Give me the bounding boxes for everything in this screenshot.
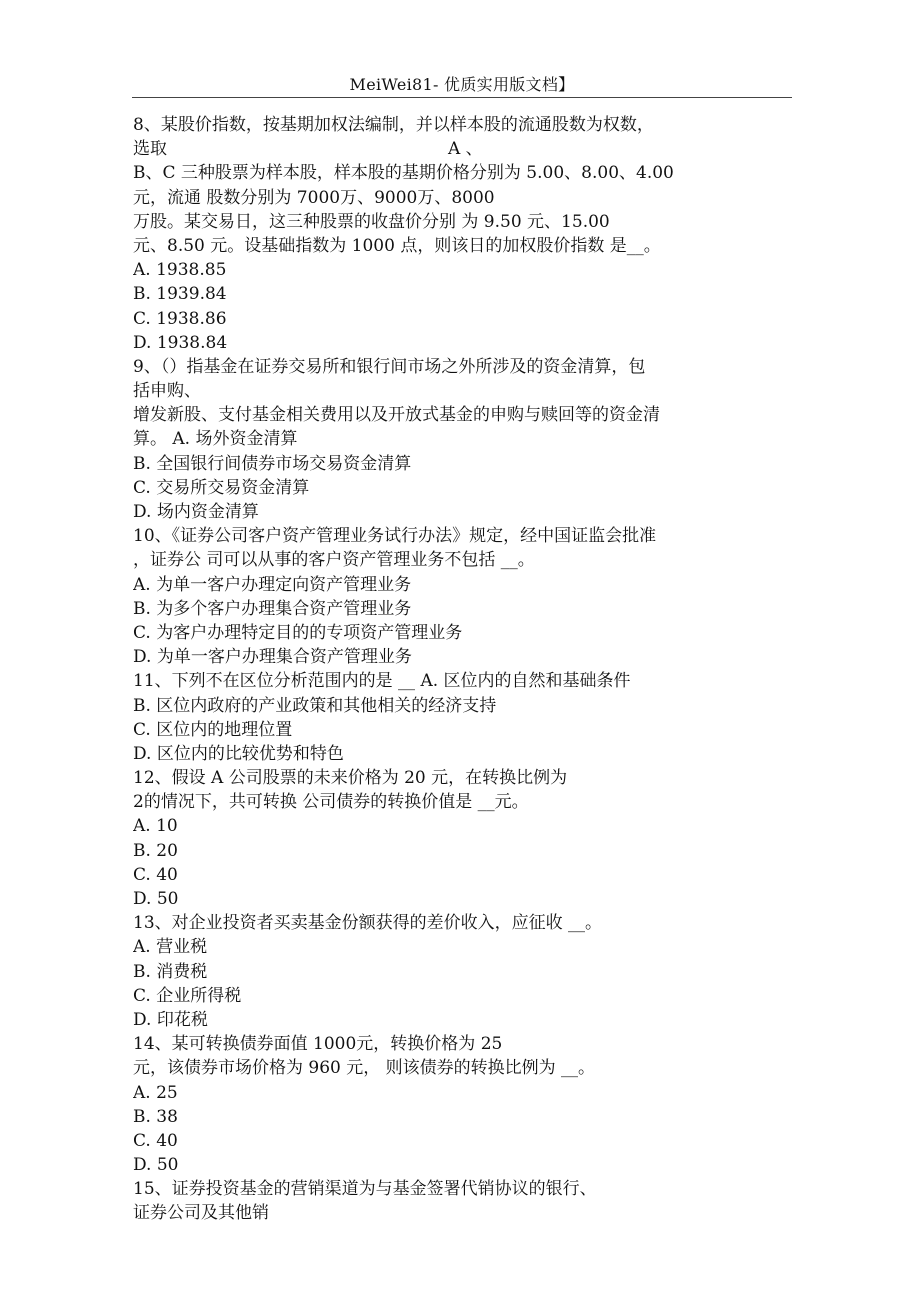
answer-option: D. 50 [133, 1155, 179, 1176]
text-line: ，证券公 司可以从事的客户资产管理业务不包括 __。 [133, 550, 535, 571]
text-line: 8、某股价指数，按基期加权法编制，并以样本股的流通股数为权数， [133, 115, 654, 135]
answer-option: D. 印花税 [133, 1009, 208, 1030]
answer-option: C. 1938.86 [133, 308, 227, 329]
text-line: 括申购、 [133, 381, 201, 402]
text-line: 14、某可转换债券面值 1000元，转换价格为 25 [133, 1034, 503, 1055]
answer-option: B. 为多个客户办理集合资产管理业务 [133, 598, 412, 619]
answer-option: C. 企业所得税 [133, 985, 242, 1006]
answer-option: C. 为客户办理特定目的的专项资产管理业务 [133, 622, 463, 643]
answer-option: D. 50 [133, 889, 179, 909]
answer-option: A. 为单一客户办理定向资产管理业务 [133, 574, 412, 595]
text-line: 9、（）指基金在证券交易所和银行间市场之外所涉及的资金清算，包 [133, 356, 646, 377]
answer-option: B. 全国银行间债券市场交易资金清算 [133, 453, 412, 474]
answer-option: B. 20 [133, 840, 178, 861]
text-line: 证券公司及其他销 [133, 1203, 269, 1224]
text-line: 选取 A 、 [133, 139, 483, 160]
answer-option: C. 40 [133, 1130, 178, 1151]
answer-option: B. 1939.84 [133, 284, 227, 305]
answer-option: A. 营业税 [133, 937, 208, 958]
text-line: 10、《证券公司客户资产管理业务试行办法》规定，经中国证监会批准 [133, 526, 657, 547]
text-line: 11、下列不在区位分析范围内的是 __ A. 区位内的自然和基础条件 [133, 671, 631, 692]
text-line: B、C 三种股票为样本股，样本股的基期价格分别为 5.00、8.00、4.00 [133, 163, 674, 184]
text-line: 算。 A. 场外资金清算 [133, 429, 298, 450]
answer-option: A. 1938.85 [133, 260, 227, 281]
text-line: 增发新股、支付基金相关费用以及开放式基金的申购与赎回等的资金清 [133, 405, 660, 426]
answer-option: A. 10 [133, 816, 178, 837]
text-line: 万股。某交易日，这三种股票的收盘价分别 为 9.50 元、15.00 [133, 211, 610, 232]
answer-option: D. 1938.84 [133, 332, 228, 353]
page-header: MeiWei81- 优质实用版文档】 [349, 75, 575, 94]
text-line: 元、8.50 元。设基础指数为 1000 点，则该日的加权股价指数 是__。 [133, 235, 661, 256]
answer-option: C. 40 [133, 864, 178, 885]
answer-option: D. 为单一客户办理集合资产管理业务 [133, 647, 412, 668]
answer-option: D. 区位内的比较优势和特色 [133, 743, 344, 764]
text-line: 15、证券投资基金的营销渠道为与基金签署代销协议的银行、 [133, 1179, 597, 1200]
answer-option: A. 25 [133, 1082, 178, 1103]
text-line: 元，该债券市场价格为 960 元， 则该债券的转换比例为 __。 [133, 1058, 596, 1079]
answer-option: C. 区位内的地理位置 [133, 719, 293, 740]
answer-option: B. 消费税 [133, 961, 208, 982]
text-line: 12、假设 A 公司股票的未来价格为 20 元，在转换比例为 [133, 768, 568, 789]
document-body [133, 113, 793, 1226]
text-line: 元，流通 股数分别为 7000万、9000万、8000 [133, 187, 495, 208]
text-line: 2的情况下，共可转换 公司债券的转换价值是 __元。 [133, 792, 529, 813]
answer-option: D. 场内资金清算 [133, 502, 259, 522]
text-line: 13、对企业投资者买卖基金份额获得的差价收入，应征收 __。 [133, 913, 603, 934]
answer-option: B. 区位内政府的产业政策和其他相关的经济支持 [133, 695, 497, 716]
header-divider [132, 97, 792, 98]
answer-option: B. 38 [133, 1106, 178, 1127]
answer-option: C. 交易所交易资金清算 [133, 477, 310, 498]
